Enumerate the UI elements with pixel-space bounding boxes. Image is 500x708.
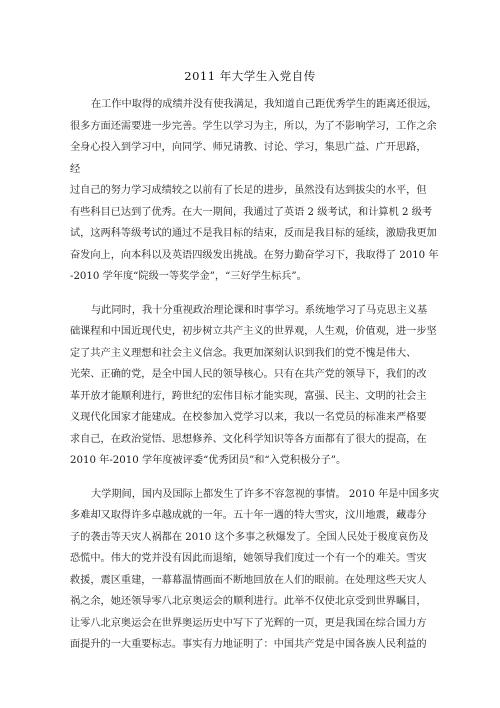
paragraph-1: 在工作中取得的成绩并没有使我满足，我知道自己距优秀学生的距离还很远， 很多方面还需要进一步完善。学生以学习为主，所以，为了不影响学习，工作之余 全身心投入到学习中，向同学、师兄请教、讨论、学习，集思广益、广开思路， 经 过自己的努力学习成绩较之以前有了长足的进步，虽然没有达到拔尖的水平，但 有些科目已达到了优秀。在大一期间，我通过了英语 2 级考试，和计算机 2 级考 试，这两科等级考试的通过不是我目标的结束，反而是我目标的延续，激励我更加 奋发向上，向本科以及英语四级发出挑战。在努力勤奋学习下，我取得了 2010 年 -2010 学年度“院级一等奖学金”，“三好学生标兵”。 bbox=[70, 99, 439, 282]
document-title: 2011 年大学生入党自传 bbox=[184, 69, 316, 83]
document-body bbox=[70, 94, 448, 656]
paragraph-2: 与此同时，我十分重视政治理论课和时事学习。系统地学习了马克思主义基 础课程和中国近现代史，初步树立共产主义的世界观，人生观，价值观，进一步坚 定了共产主义理想和社会主义信念。我更加深刻认识到我们的党不愧是伟大、 光荣、正确的党，是全中国人民的领导核心。只有在共产党的领导下，我们的改 革开放才能顺利进行，跨世纪的宏伟目标才能实现，富强、民主、文明的社会主 义现代化国家才能建成。在校参加入党学习以来，我以一名党员的标准来严格要 求自己，在政治觉悟、思想修养、文化科学知识等各方面都有了很大的提高，在 2010 年-2010 学年度被评委“优秀团员”和“入党积极分子”。 bbox=[70, 304, 437, 466]
paragraph-3: 大学期间，国内及国际上都发生了许多不容忽视的事情。 2010 年是中国多灾 多难却又取得许多卓越成就的一年。五十年一遇的特大雪灾，汶川地震，藏毒分 子的袭击等天灾人祸都在 2010 这个多事之秋爆发了。全国人民处于极度哀伤及 恐慌中。伟大的党并没有因此而退缩，她领导我们度过一个有一个的难关。雪灾 救援，震区重建，一幕幕温情画面不断地回放在人们的眼前。在处理这些天灾人 祸之余，她还领导零八北京奥运会的顺利进行。此举不仅使北京受到世界瞩目， 让零八北京奥运会在世界奥运历史中写下了光辉的一页，更是我国在综合国力方 面提升的一大重要标志。事实有力地证明了：中国共产党是中国各族人民利益的 bbox=[70, 488, 440, 650]
